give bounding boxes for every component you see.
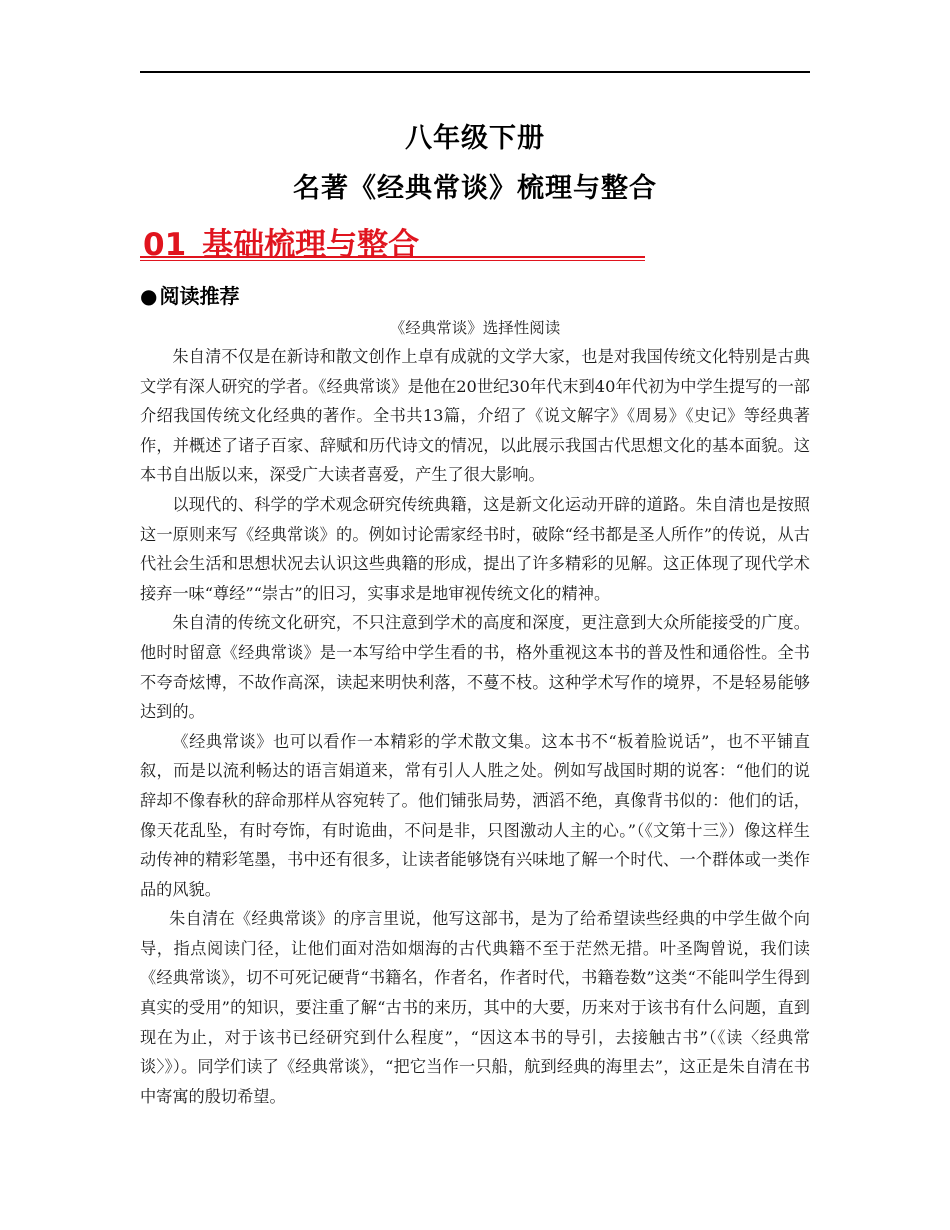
subsection-heading xyxy=(140,280,239,309)
article-body xyxy=(140,342,810,1111)
section-number: 01 xyxy=(143,227,187,263)
article-title: 《经典常谈》选择性阅读 xyxy=(389,319,561,337)
section-title: 基础梳理与整合 xyxy=(202,227,420,263)
subsection-title: 阅读推荐 xyxy=(159,284,240,308)
paragraph: 朱自清的传统文化研究，不只注意到学术的高度和深度，更注意到大众所能接受的广度。他时时留意《经典常谈》是一本写给中学生看的书，格外重视这本书的普及性和通俗性。全书不夸奇炫博，不故作高深，读起来明快利落，不蔓不枝。这种学术写作的境界，不是轻易能够达到的。 xyxy=(140,613,810,722)
paragraph: 朱自清在《经典常谈》的序言里说，他写这部书，是为了给希望读些经典的中学生做个向导，指点阅读门径，让他们面对浩如烟海的古代典籍不至于茫然无措。叶圣陶曾说，我们读《经典常谈》，切不可死记硬背“书籍名，作者名，作者时代，书籍卷数”这类“不能叫学生得到真实的受用”的知识，要注重了解“古书的来历，其中的大要，历来对于该书有什么问题，直到现在为止，对于该书已经研究到什么程度”，“因这本书的导引，去接触古书”（《读〈经典常谈〉》）。同学们读了《经典常谈》，“把它当作一只船，航到经典的海里去”，这正是朱自清在书中寄寓的殷切希望。 xyxy=(140,909,810,1106)
paragraph: 朱自清不仅是在新诗和散文创作上卓有成就的文学大家，也是对我国传统文化特别是古典文学有深人研究的学者。《经典常谈》是他在20世纪30年代末到40年代初为中学生提写的一部介绍我国传统文化经典的著作。全书共13篇，介绍了《说文解字》《周易》《史记》等经典著作，并概述了诸子百家、辞赋和历代诗文的情况，以此展示我国古代思想文化的基本面貌。这本书自出版以来，深受广大读者喜爱，产生了很大影响。 xyxy=(140,347,810,485)
section-underline-thick xyxy=(140,256,645,258)
document-title-book: 名著《经典常谈》梳理与整合 xyxy=(293,173,657,204)
paragraph: 《经典常谈》也可以看作一本精彩的学术散文集。这本书不“板着脸说话”，也不平铺直叙，而是以流利畅达的语言娟道来，常有引人人胜之处。例如写战国时期的说客：“他们的说辞却不像春秋的辞命那样从容宛转了。他们铺张局势，洒滔不绝，真像背书似的：他们的话，像天花乱坠，有时夸饰，有时诡曲，不问是非，只图激动人主的心。”（《文第十三》）像这样生动传神的精彩笔墨，书中还有很多，让读者能够饶有兴味地了解一个时代、一个群体或一类作品的风貌。 xyxy=(140,731,810,899)
section-underline xyxy=(140,256,645,262)
section-underline-thin xyxy=(140,260,645,261)
document-title-grade: 八年级下册 xyxy=(405,123,545,154)
paragraph: 以现代的、科学的学术观念研究传统典籍，这是新文化运动开辟的道路。朱自清也是按照这一原则来写《经典常谈》的。例如讨论需家经书时，破除“经书都是圣人所作”的传说，从古代社会生活和思想状况去认识这些典籍的形成，提出了许多精彩的见解。这正体现了现代学术接弃一味“尊经”“崇古”的旧习，实事求是地审视传统文化的精神。 xyxy=(140,494,810,603)
bullet-icon: ● xyxy=(140,284,158,308)
header-rule xyxy=(140,71,810,73)
